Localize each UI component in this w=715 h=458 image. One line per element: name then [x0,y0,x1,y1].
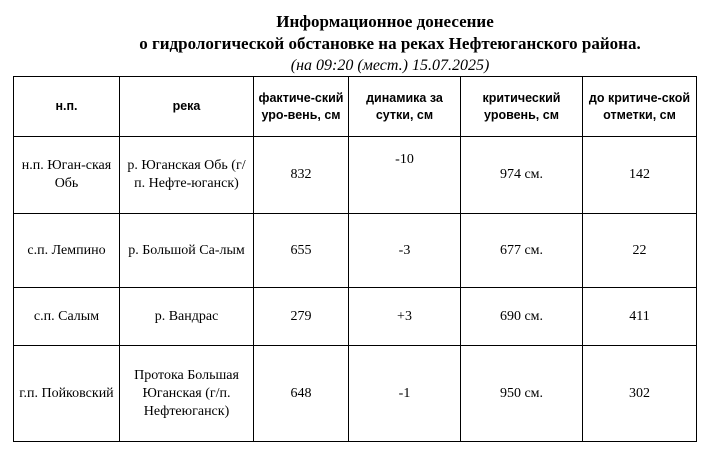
actual-level-cell: 648 [254,346,349,442]
to-critical-cell: 411 [583,288,697,346]
dynamics-cell: -1 [349,346,461,442]
critical-level-cell: 950 см. [461,346,583,442]
table-row [14,137,697,214]
hydrology-table [13,76,697,442]
header-dynamics: динамика за сутки, см [349,77,461,137]
river-cell: р. Юганская Обь (г/п. Нефте-юганск) [120,137,254,214]
settlement-cell: с.п. Лемпино [14,214,120,288]
settlement-cell: н.п. Юган-ская Обь [14,137,120,214]
table-row [14,214,697,288]
header-river: река [120,77,254,137]
report-title-subject: о гидрологической обстановке на реках Нефтеюганского района. [139,34,641,53]
river-cell: р. Большой Са-лым [120,214,254,288]
critical-level-cell: 690 см. [461,288,583,346]
river-cell: Протока Большая Юганская (г/п. Нефтеюганск) [120,346,254,442]
table-header-row [14,77,697,137]
header-critical-level: критический уровень, см [461,77,583,137]
to-critical-cell: 302 [583,346,697,442]
settlement-cell: г.п. Пойковский [14,346,120,442]
header-settlement: н.п. [14,77,120,137]
river-cell: р. Вандрас [120,288,254,346]
dynamics-cell: -3 [349,214,461,288]
settlement-cell: с.п. Салым [14,288,120,346]
critical-level-cell: 974 см. [461,137,583,214]
actual-level-cell: 279 [254,288,349,346]
dynamics-cell: +3 [349,288,461,346]
dynamics-cell: -10 [349,137,461,214]
table-row [14,346,697,442]
to-critical-cell: 142 [583,137,697,214]
actual-level-cell: 655 [254,214,349,288]
actual-level-cell: 832 [254,137,349,214]
report-timestamp: (на 09:20 (мест.) 15.07.2025) [290,57,490,74]
to-critical-cell: 22 [583,214,697,288]
report-title: Информационное донесение [276,12,494,31]
header-to-critical: до критиче-ской отметки, см [583,77,697,137]
critical-level-cell: 677 см. [461,214,583,288]
table-row [14,288,697,346]
header-actual-level: фактиче-ский уро-вень, см [254,77,349,137]
